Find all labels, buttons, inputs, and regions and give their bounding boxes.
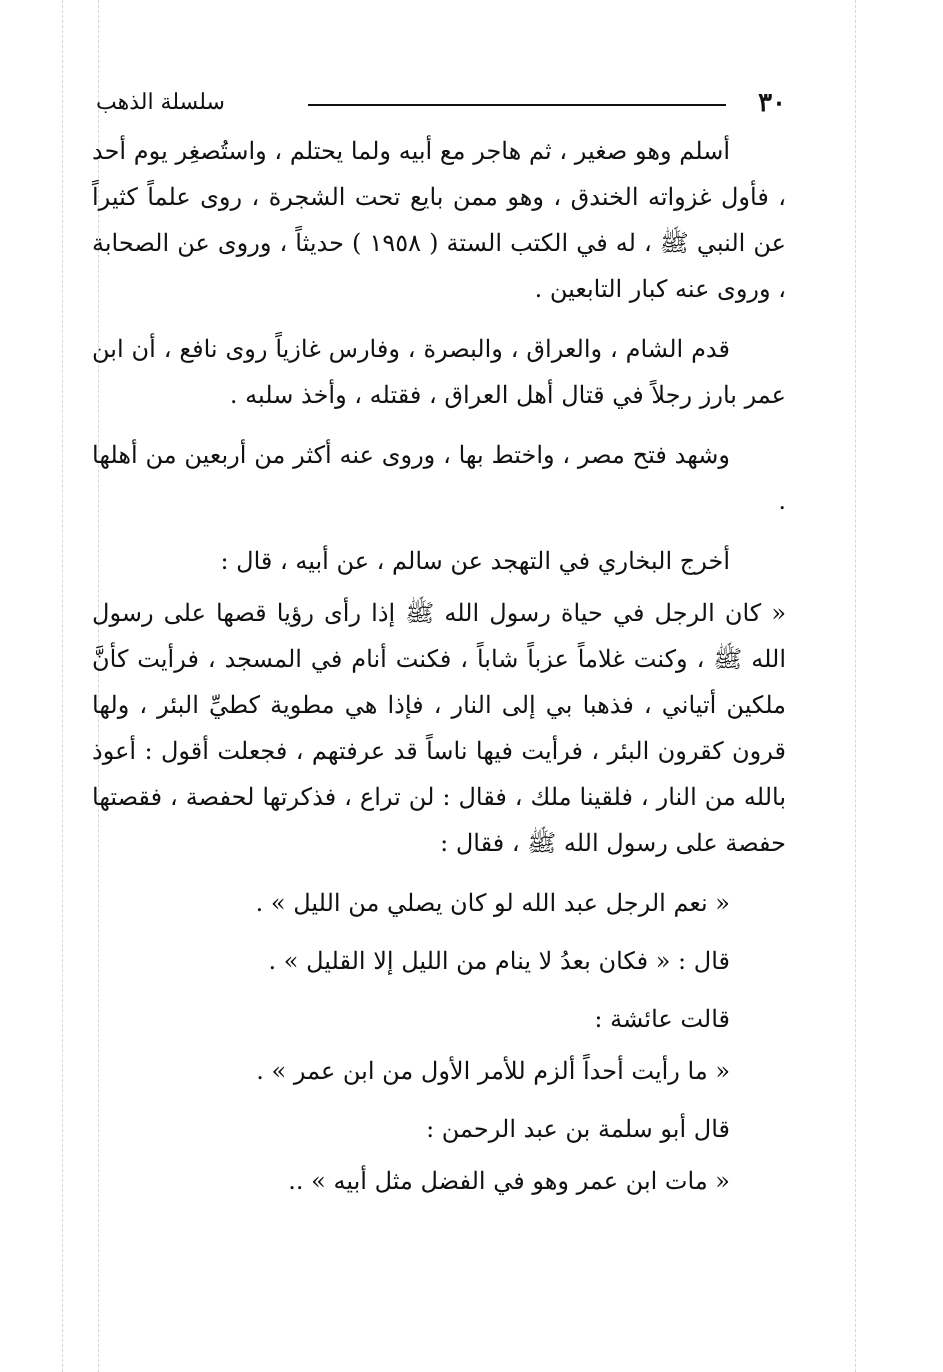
header-rule: [308, 104, 726, 106]
paragraph: قدم الشام ، والعراق ، والبصرة ، وفارس غازياً روى نافع ، أن ابن عمر بارز رجلاً في قتال أهل العراق ، فقتله ، وأخذ سلبه .: [92, 335, 786, 409]
narrator-line: قال أبو سلمة بن عبد الرحمن :: [426, 1115, 730, 1143]
quotation-line: « نعم الرجل عبد الله لو كان يصلي من الليل » .: [255, 889, 730, 917]
page-body: [92, 128, 786, 1216]
page-header: [96, 86, 786, 120]
scan-guide-line: [855, 0, 856, 1372]
quotation-paragraph: « كان الرجل في حياة رسول الله ﷺ إذا رأى رؤيا قصها على رسول الله ﷺ ، وكنت غلاماً عزباً شاباً ، فكنت أنام في المسجد ، فرأيت كأنَّ ملكين أتياني ، فذهبا بي إلى النار ، فإذا هي مطوية كطيِّ البئر ، ولها قرون كقرون البئر ، فرأيت فيها ناساً قد عرفتهم ، فجعلت أقول : أعوذ بالله من النار ، فلقينا ملك ، فقال : لن تراع ، فذكرتها لحفصة ، فقصتها حفصة على رسول الله ﷺ ، فقال :: [92, 599, 786, 857]
scan-guide-line: [62, 0, 63, 1372]
page-number: ٣٠: [758, 88, 786, 118]
paragraph: وشهد فتح مصر ، واختط بها ، وروى عنه أكثر من أربعين من أهلها .: [92, 441, 786, 515]
narrator-line: قالت عائشة :: [594, 1005, 730, 1033]
quotation-line: « ما رأيت أحداً ألزم للأمر الأول من ابن عمر » .: [256, 1057, 730, 1085]
quotation-line: « مات ابن عمر وهو في الفضل مثل أبيه » ..: [288, 1167, 730, 1195]
running-title: سلسلة الذهب: [96, 90, 225, 115]
quotation-line: قال : « فكان بعدُ لا ينام من الليل إلا القليل » .: [268, 947, 730, 975]
paragraph: أسلم وهو صغير ، ثم هاجر مع أبيه ولما يحتلم ، واستُصغِر يوم أحد ، فأول غزواته الخندق ، وهو ممن بايع تحت الشجرة ، روى علماً كثيراً عن النبي ﷺ ، له في الكتب الستة ( ١٩٥٨ ) حديثاً ، وروى عن الصحابة ، وروى عنه كبار التابعين .: [92, 137, 786, 303]
paragraph: أخرج البخاري في التهجد عن سالم ، عن أبيه ، قال :: [220, 547, 730, 575]
